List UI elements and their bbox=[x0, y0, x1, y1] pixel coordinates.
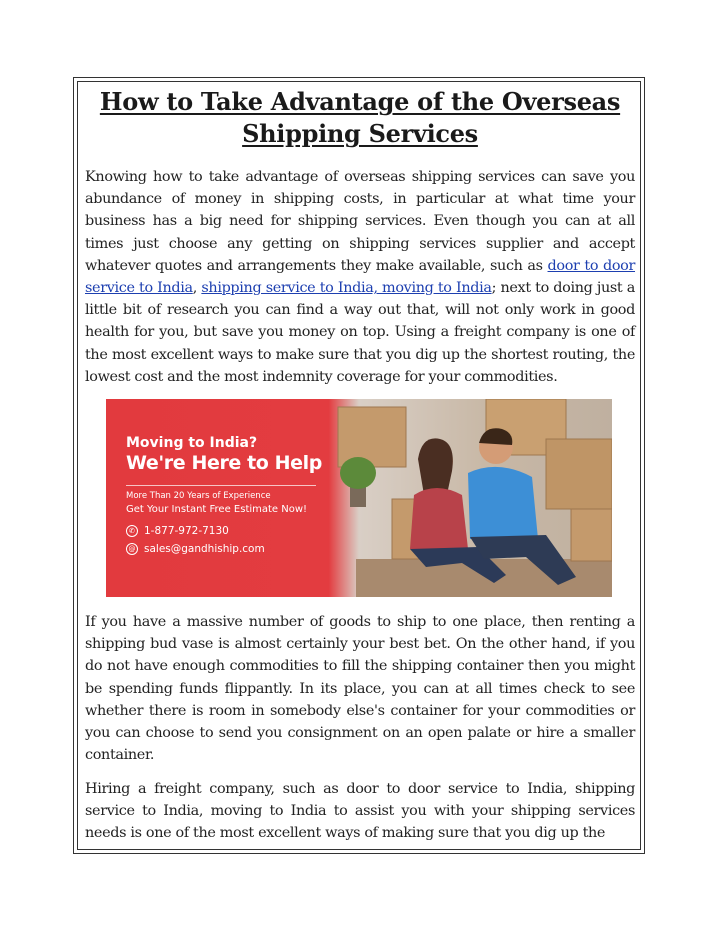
banner-phone-number: 1-877-972-7130 bbox=[144, 525, 229, 537]
paragraph-intro-text-a: Knowing how to take advantage of overseas shipping services can save you abundance of money in shipping costs, in particular at what time your business has a big need for shipping services. Even though you can at all times just choose any getting on shipping services supplier and accept whatever quotes and arrangements they make available, such as bbox=[85, 169, 635, 274]
box-shape bbox=[571, 509, 612, 561]
paragraph-intro-text-b: ; next to doing just a little bit of research you can find a way out that, will not only work in good health for you, but save you money on top. Using a freight company is one of the most excellent ways to make sure that you dig up the shortest routing, the lowest cost and the most indemnity coverage for your commodities. bbox=[85, 280, 635, 385]
paragraph-freight: Hiring a freight company, such as door to door service to India, shipping service to India, moving to India to assist you with your shipping services needs is one of the most excellent ways of making sure that you dig up the bbox=[85, 781, 635, 842]
title-line-1: How to Take Advantage of the Overseas bbox=[99, 87, 621, 116]
banner-email-row bbox=[126, 543, 265, 555]
box-shape bbox=[338, 407, 406, 467]
link-door-to-door[interactable]: door to door service to India bbox=[85, 257, 636, 297]
banner-heading-question: Moving to India? bbox=[126, 435, 258, 451]
title-line-2: Shipping Services bbox=[242, 119, 478, 148]
plant-leaves-shape bbox=[340, 457, 376, 489]
woman-shirt-shape bbox=[410, 488, 468, 549]
man-shirt-shape bbox=[468, 467, 538, 539]
link-separator: , bbox=[192, 280, 202, 297]
document-title bbox=[84, 86, 636, 150]
paragraph-container: If you have a massive number of goods to ship to one place, then renting a shipping bud vase is almost certainly your best bet. On the other hand, if you do not have enough commodities to fill the shipping container then you might be spending funds flippantly. In its place, you can at all times check to see whether there is room in somebody else's container for your commodities or you can choose to send you consignment on an open palate or hire a smaller container. bbox=[85, 614, 635, 764]
banner-divider bbox=[126, 485, 316, 486]
box-shape bbox=[546, 439, 612, 509]
banner-phone-row bbox=[126, 525, 229, 537]
paragraph-intro bbox=[85, 166, 635, 388]
banner-estimate-text: Get Your Instant Free Estimate Now! bbox=[126, 504, 308, 515]
banner-email-address: sales@gandhiship.com bbox=[144, 543, 265, 555]
phone-icon: ✆ bbox=[126, 525, 138, 537]
link-shipping-service[interactable]: shipping service to India, moving to India bbox=[201, 280, 492, 297]
at-icon: @ bbox=[126, 543, 138, 555]
promo-banner-image bbox=[106, 399, 612, 597]
banner-experience-text: More Than 20 Years of Experience bbox=[126, 491, 271, 501]
banner-heading-main: We're Here to Help bbox=[126, 452, 322, 474]
